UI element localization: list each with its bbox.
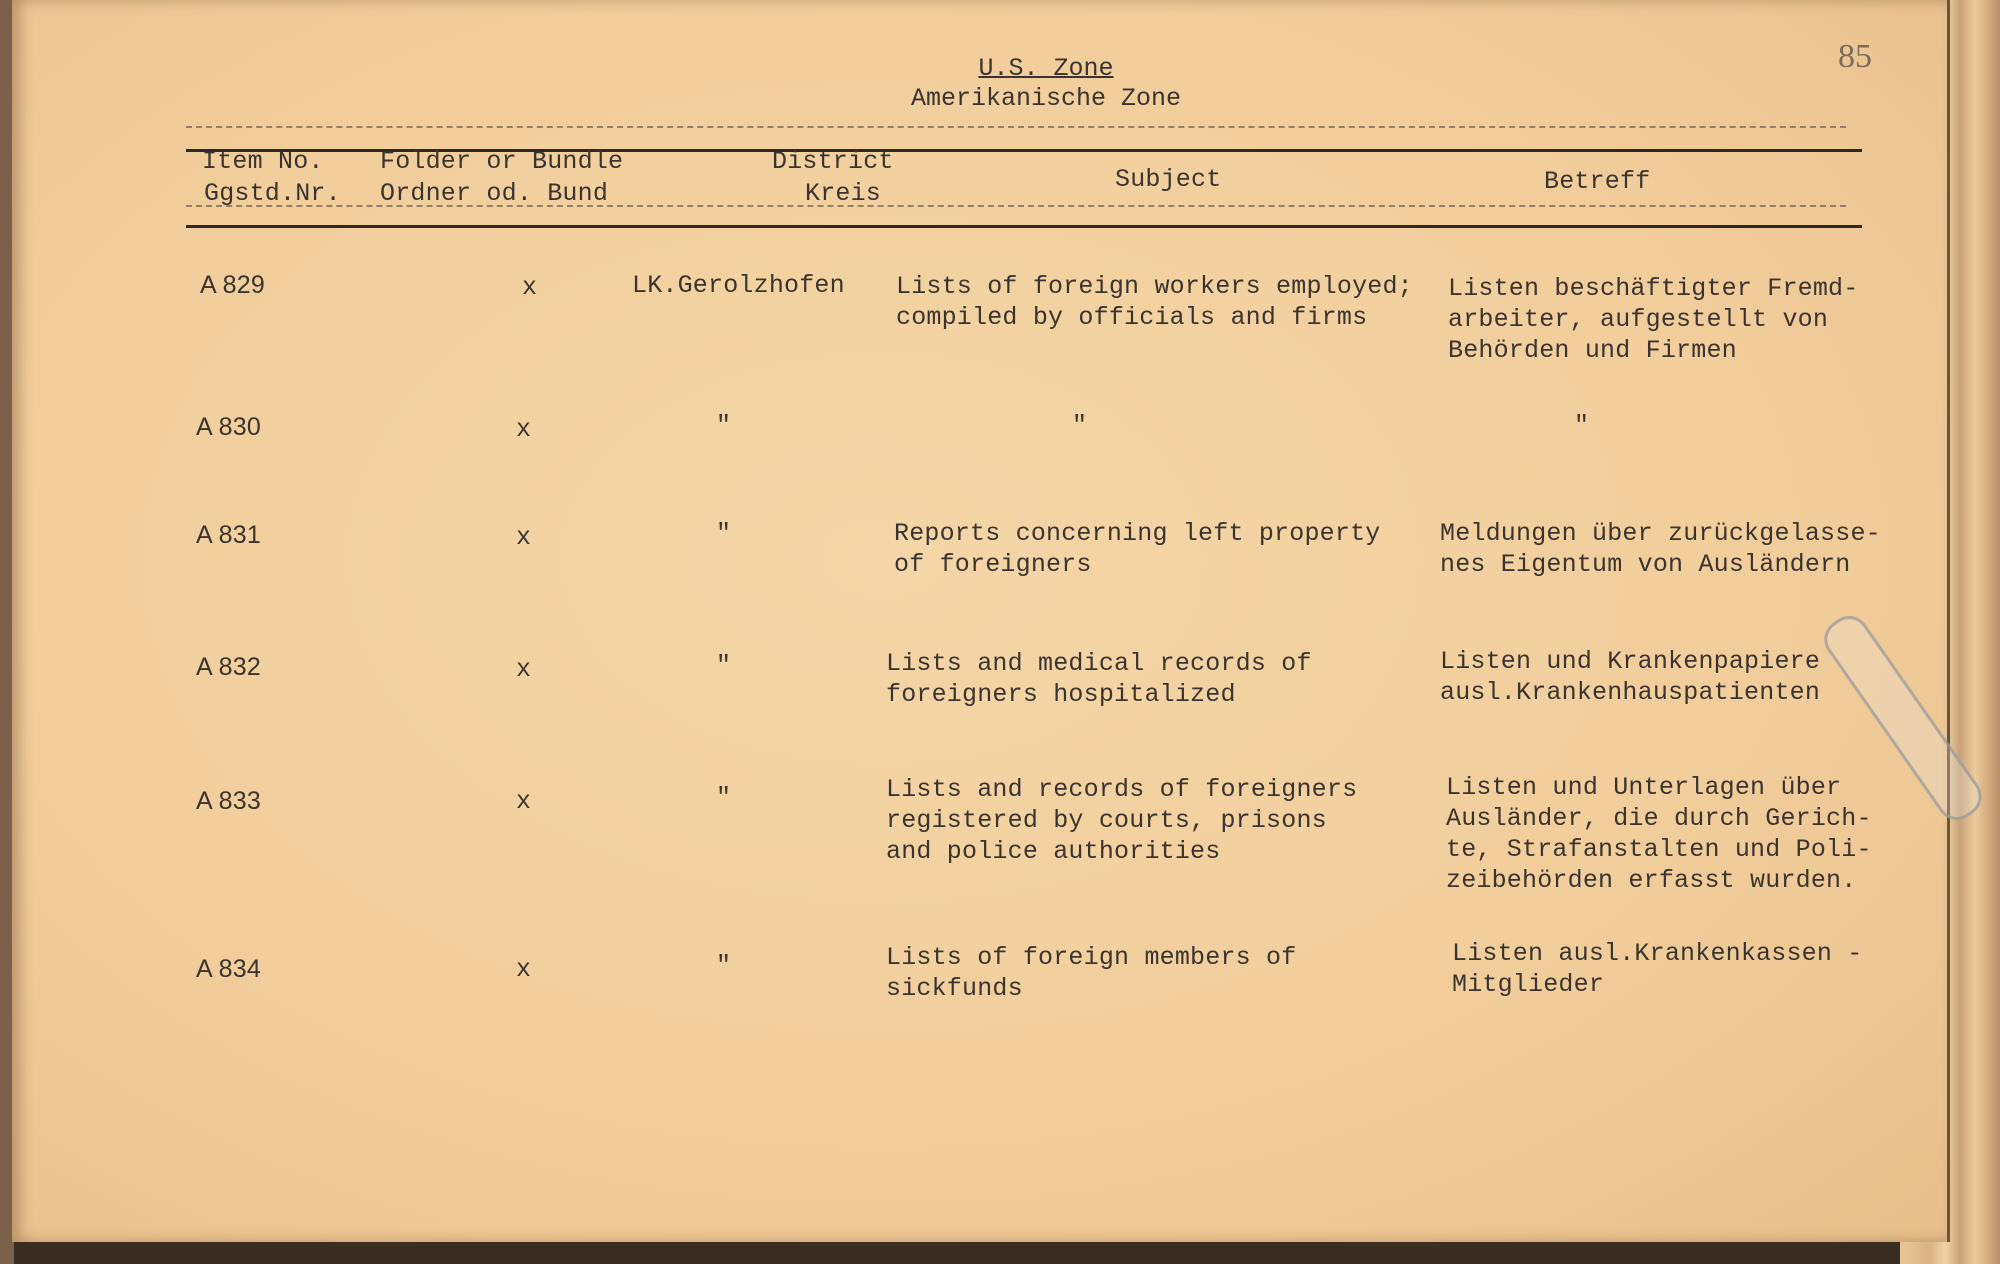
header-betreff: Betreff (1544, 167, 1651, 196)
item-number: A 833 (196, 787, 261, 815)
subject: Reports concerning left property of foreigners (894, 519, 1381, 579)
item-number: A 831 (196, 521, 261, 549)
folder-mark: x (516, 655, 532, 684)
subject: Lists and records of foreigners registered by courts, prisons and police authorities (886, 775, 1358, 866)
betreff: Meldungen über zurückgelasse- nes Eigentum von Ausländern (1440, 519, 1881, 579)
betreff: Listen beschäftigter Fremd- arbeiter, aufgestellt von Behörden und Firmen (1448, 274, 1859, 365)
divider (186, 126, 1846, 128)
betreff: Listen ausl.Krankenkassen - Mitglieder (1452, 939, 1863, 999)
district: " (716, 651, 732, 680)
district: " (716, 783, 732, 812)
item-number: A 830 (196, 413, 261, 441)
folder-mark: x (516, 955, 532, 984)
header-bottom-rule (186, 225, 1862, 228)
header-subject: Subject (1115, 165, 1222, 194)
item-number: A 829 (200, 271, 265, 299)
district: " (716, 951, 732, 980)
header-item-en: Item No. (202, 147, 324, 176)
district: " (716, 519, 732, 548)
header-folder-en: Folder or Bundle (380, 147, 624, 176)
subject: Lists and medical records of foreigners hospitalized (886, 649, 1312, 709)
item-number: A 832 (196, 653, 261, 681)
folder-mark: x (516, 415, 532, 444)
betreff: Listen und Krankenpapiere ausl.Krankenhauspatienten (1440, 647, 1821, 707)
folder-mark: x (522, 273, 538, 302)
page-number: 85 (1838, 38, 1872, 75)
header-item-de: Ggstd.Nr. (204, 179, 341, 208)
betreff: " (1574, 411, 1590, 440)
item-number: A 834 (196, 955, 261, 983)
folder-mark: x (516, 787, 532, 816)
district: LK.Gerolzhofen (632, 271, 845, 300)
betreff: Listen und Unterlagen über Ausländer, die durch Gerich- te, Strafanstalten und Poli- zeibehörden erfasst wurden. (1446, 773, 1872, 895)
subject: " (1072, 411, 1088, 440)
header-folder-de: Ordner od. Bund (380, 179, 609, 208)
district: " (716, 411, 732, 440)
subject: Lists of foreign members of sickfunds (886, 943, 1297, 1003)
header-district-en: District (772, 147, 894, 176)
title-us-zone: U.S. Zone (978, 54, 1114, 83)
folder-mark: x (516, 523, 532, 552)
header-district-de: Kreis (805, 179, 882, 208)
subject: Lists of foreign workers employed; compiled by officials and firms (896, 272, 1413, 332)
title-amerikanische-zone: Amerikanische Zone (910, 84, 1182, 113)
